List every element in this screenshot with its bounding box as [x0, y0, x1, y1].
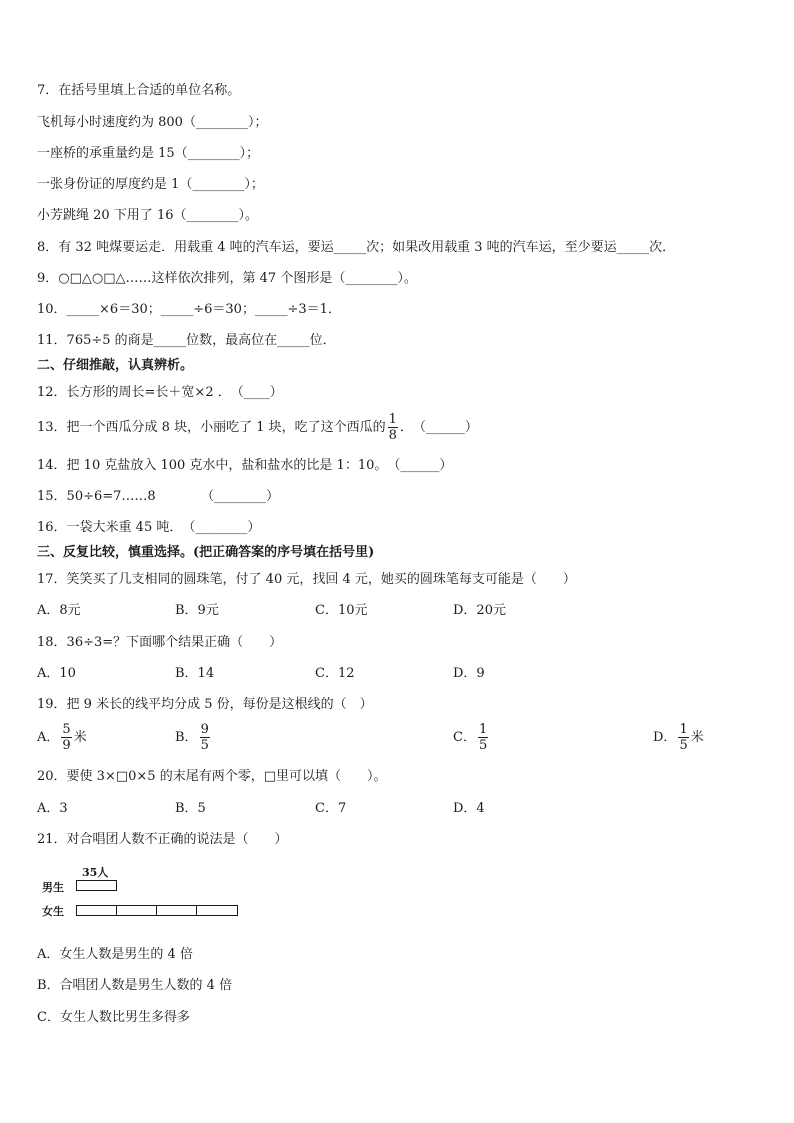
q19-option-a-unit: 米	[73, 730, 87, 745]
q17-option-b: B．9元	[175, 603, 219, 618]
denominator: 5	[200, 738, 209, 753]
q20-option-c: C．7	[315, 801, 347, 816]
section-2-heading: 二、仔细推敲，认真辨析。	[37, 358, 194, 373]
q13-fraction	[388, 412, 398, 443]
q8: 8．有 32 吨煤要运走．用载重 4 吨的汽车运，要运_____次；如果改用载重 3 吨的汽车运，至少要运_____次．	[37, 240, 676, 255]
q13-text: 13．把一个西瓜分成 8 块，小丽吃了 1 块，吃了这个西瓜的	[37, 420, 386, 435]
q15: 15．50÷6=7……8 （________）	[37, 489, 280, 504]
numerator: 1	[478, 722, 488, 737]
q21-option-b: B．合唱团人数是男生人数的 4 倍	[37, 978, 233, 993]
q19-option-b	[175, 722, 212, 753]
girls-unit-bar-2	[116, 905, 157, 916]
q18-option-b: B．14	[175, 666, 215, 681]
q18-option-d: D．9	[453, 666, 485, 681]
q19-option-d	[653, 722, 704, 753]
q17-option-d: D．20元	[453, 603, 506, 618]
q21-option-c: C．女生人数比男生多得多	[37, 1010, 190, 1025]
q13-answer: ． （______）	[399, 420, 478, 435]
q17-option-a: A．8元	[37, 603, 81, 618]
q19-option-b-label: B．	[175, 730, 198, 745]
q17-stem: 17．笑笑买了几支相同的圆珠笔，付了 40 元，找回 4 元，她买的圆珠笔每支可能是（ ）	[37, 572, 576, 587]
q13-numerator: 1	[388, 412, 397, 427]
q19-option-d-fraction	[678, 722, 688, 753]
boys-unit-bar	[76, 880, 117, 891]
q18-option-a: A．10	[37, 666, 76, 681]
denominator: 5	[478, 738, 488, 753]
tape-girls-label: 女生	[42, 905, 64, 918]
q7-line-4: 小芳跳绳 20 下用了 16（________）。	[37, 208, 258, 223]
girls-unit-bar-3	[156, 905, 197, 916]
q19-stem: 19．把 9 米长的线平均分成 5 份，每份是这根线的（ ）	[37, 697, 373, 712]
q7-line-3: 一张身份证的厚度约是 1（________）；	[37, 177, 264, 192]
tape-boys-label: 男生	[42, 881, 64, 894]
q19-option-a-fraction	[61, 722, 71, 753]
q13	[37, 412, 478, 443]
girls-unit-bar-1	[76, 905, 117, 916]
q19-option-d-unit: 米	[690, 730, 704, 745]
q19-option-a-label: A．	[37, 730, 60, 745]
q16: 16．一袋大米重 45 吨． （________）	[37, 520, 261, 535]
q17-option-c: C．10元	[315, 603, 368, 618]
q18-stem: 18．36÷3=？下面哪个结果正确（ ）	[37, 635, 283, 650]
q19-option-b-fraction	[200, 722, 210, 753]
q20-option-a: A．3	[37, 801, 68, 816]
q21-option-a: A．女生人数是男生的 4 倍	[37, 947, 193, 962]
q18-option-c: C．12	[315, 666, 355, 681]
q20-option-d: D．4	[453, 801, 485, 816]
q7-title: 7．在括号里填上合适的单位名称。	[37, 83, 241, 98]
numerator: 9	[200, 722, 209, 737]
q21-stem: 21．对合唱团人数不正确的说法是（ ）	[37, 832, 288, 847]
q7-line-1: 飞机每小时速度约为 800（________）；	[37, 115, 268, 130]
section-3-heading: 三、反复比较，慎重选择。(把正确答案的序号填在括号里)	[37, 545, 375, 560]
girls-unit-bar-4	[196, 905, 238, 916]
q19-option-a	[37, 722, 87, 753]
q20-option-b: B．5	[175, 801, 206, 816]
q19-option-d-label: D．	[653, 730, 677, 745]
q19-option-c-fraction	[478, 722, 488, 753]
q13-denominator: 8	[388, 428, 397, 443]
q20-stem: 20．要使 3×□0×5 的末尾有两个零，□里可以填（ ）。	[37, 769, 387, 784]
q19-option-c	[453, 722, 490, 753]
denominator: 9	[62, 738, 71, 753]
denominator: 5	[679, 738, 688, 753]
q10: 10．_____×6＝30；_____÷6＝30；_____÷3＝1．	[37, 302, 341, 317]
numerator: 5	[62, 722, 71, 737]
q11: 11．765÷5 的商是_____位数，最高位在_____位．	[37, 333, 336, 348]
q12: 12．长方形的周长=长＋宽×2 ． （____）	[37, 385, 283, 400]
tape-top-label: 35人	[82, 866, 109, 879]
numerator: 1	[679, 722, 688, 737]
q19-option-c-label: C．	[453, 730, 476, 745]
q7-line-2: 一座桥的承重量约是 15（________）；	[37, 146, 260, 161]
q14: 14．把 10 克盐放入 100 克水中，盐和盐水的比是 1：10。 （______）	[37, 458, 453, 473]
q9: 9．○□△○□△……这样依次排列，第 47 个图形是（________）。	[37, 271, 417, 286]
